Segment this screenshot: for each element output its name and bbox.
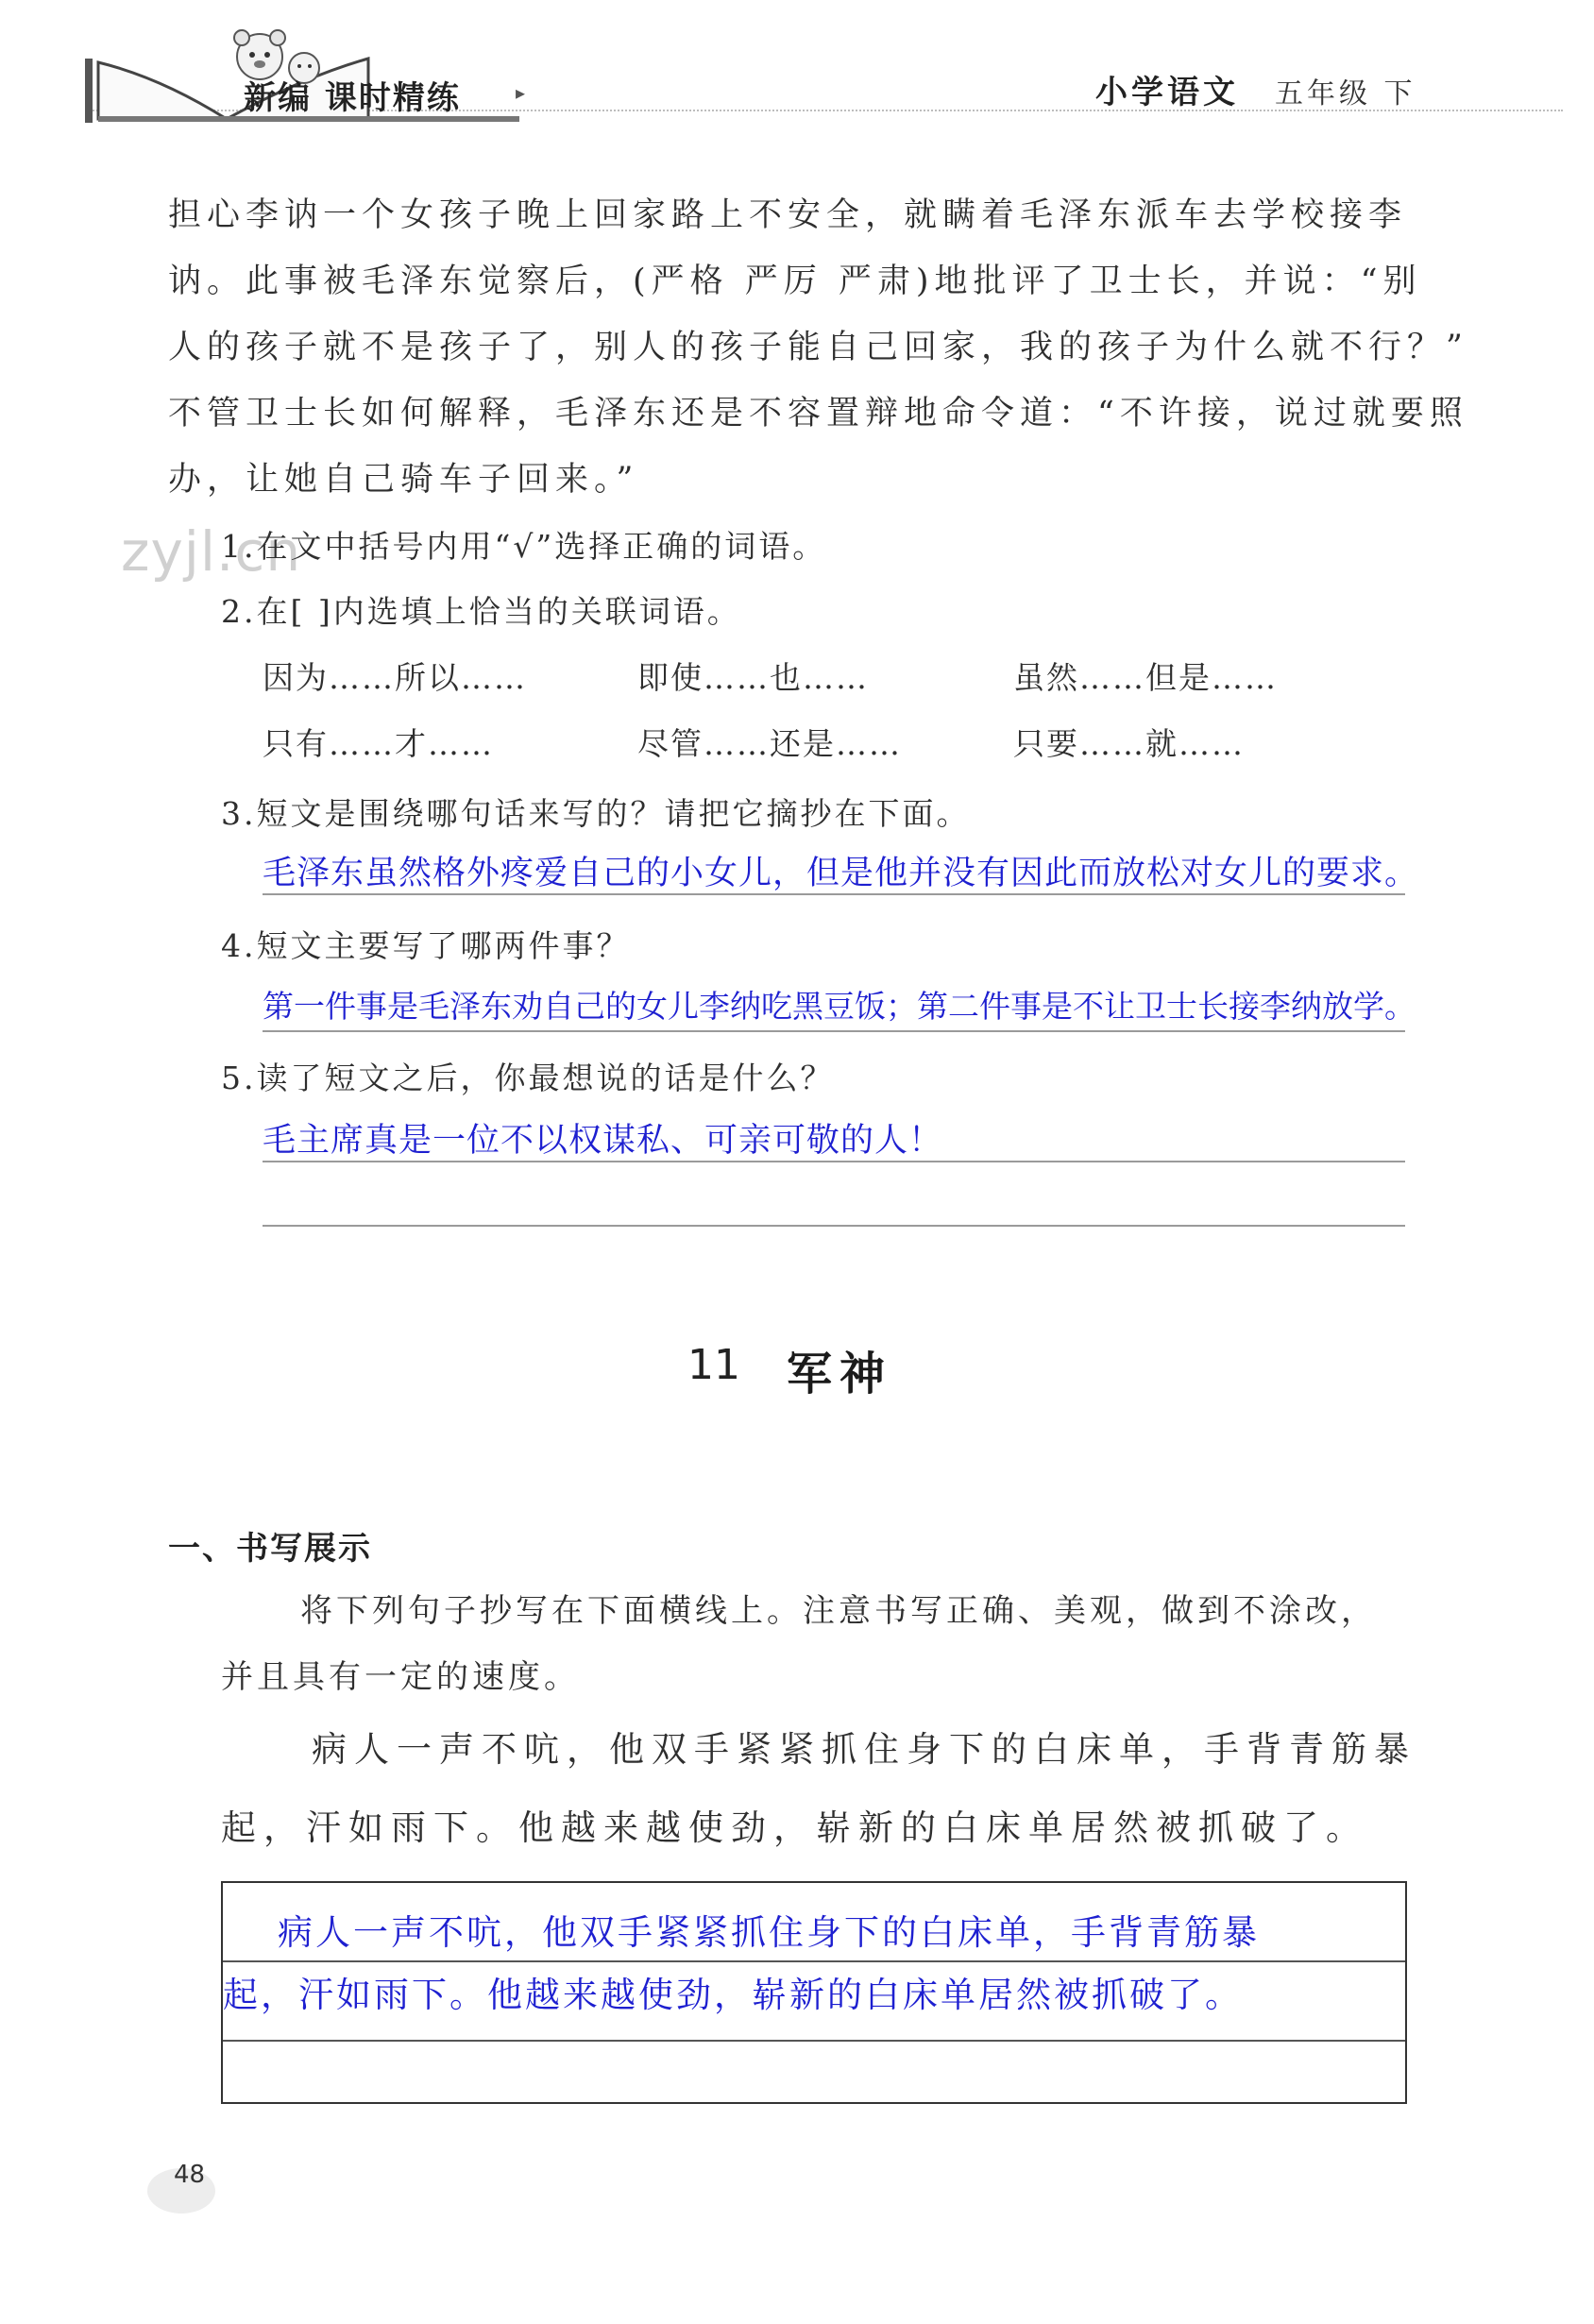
passage-line: 担心李讷一个女孩子晚上回家路上不安全，就瞒着毛泽东派车去学校接李 xyxy=(168,196,1408,234)
answer-line xyxy=(263,893,1405,895)
answer-4: 第一件事是毛泽东劝自己的女儿李纳吃黑豆饭；第二件事是不让卫士长接李纳放学。 xyxy=(263,988,1416,1025)
triangle-right-icon: ▸ xyxy=(516,81,526,104)
question-4: 4.短文主要写了哪两件事？ xyxy=(221,927,631,964)
instruction-line: 将下列句子抄写在下面横线上。注意书写正确、美观，做到不涂改， xyxy=(300,1592,1377,1630)
question-5: 5.读了短文之后，你最想说的话是什么？ xyxy=(221,1060,835,1096)
connective-option: 因为……所以…… xyxy=(263,659,527,696)
lesson-title: 军神 xyxy=(787,1348,893,1400)
answer-line xyxy=(263,1225,1405,1227)
question-3: 3.短文是围绕哪句话来写的？请把它摘抄在下面。 xyxy=(221,795,971,832)
lesson-number: 11 xyxy=(687,1341,740,1389)
watermark: zyjl.cn xyxy=(121,519,302,584)
connective-option: 只有……才…… xyxy=(263,725,494,762)
connective-option: 尽管……还是…… xyxy=(637,725,902,762)
answer-line xyxy=(263,1030,1405,1032)
section-heading: 一、书写展示 xyxy=(168,1530,372,1568)
answer-3: 毛泽东虽然格外疼爱自己的小女儿，但是他并没有因此而放松对女儿的要求。 xyxy=(263,855,1419,892)
passage-line: 人的孩子就不是孩子了，别人的孩子能自己回家，我的孩子为什么就不行？” xyxy=(168,329,1468,366)
page-number: 48 xyxy=(174,2161,206,2189)
sentence-line: 病人一声不吭，他双手紧紧抓住身下的白床单，手背青筋暴 xyxy=(312,1729,1416,1770)
answer-5: 毛主席真是一位不以权谋私、可亲可敬的人！ xyxy=(263,1122,943,1160)
passage-line: 不管卫士长如何解释，毛泽东还是不容置辩地命令道：“不许接，说过就要照 xyxy=(168,395,1468,433)
series-title: 新编 课时精练 xyxy=(244,79,461,117)
question-1: 1.在文中括号内用“√”选择正确的词语。 xyxy=(221,528,827,565)
passage-line: 讷。此事被毛泽东觉察后，(严格 严厉 严肃)地批评了卫士长，并说：“别 xyxy=(168,263,1422,300)
box-rule xyxy=(223,2040,1405,2042)
grade-label: 五年级 下 xyxy=(1275,77,1416,110)
copy-answer-line: 病人一声不吭，他双手紧紧抓住身下的白床单，手背青筋暴 xyxy=(278,1912,1260,1953)
subject-label: 小学语文 xyxy=(1095,74,1239,111)
connective-option: 虽然……但是…… xyxy=(1013,659,1278,696)
connective-option: 即使……也…… xyxy=(637,659,869,696)
sentence-line: 起，汗如雨下。他越来越使劲，崭新的白床单居然被抓破了。 xyxy=(221,1807,1368,1848)
connective-option: 只要……就…… xyxy=(1013,725,1245,762)
copy-answer-line: 起，汗如雨下。他越来越使劲，崭新的白床单居然被抓破了。 xyxy=(223,1975,1243,2015)
question-2: 2.在[ ]内选填上恰当的关联词语。 xyxy=(221,593,741,630)
answer-line xyxy=(263,1161,1405,1162)
instruction-line: 并且具有一定的速度。 xyxy=(221,1658,580,1696)
box-rule xyxy=(223,1960,1405,1962)
passage-line: 办，让她自己骑车子回来。” xyxy=(168,461,639,499)
